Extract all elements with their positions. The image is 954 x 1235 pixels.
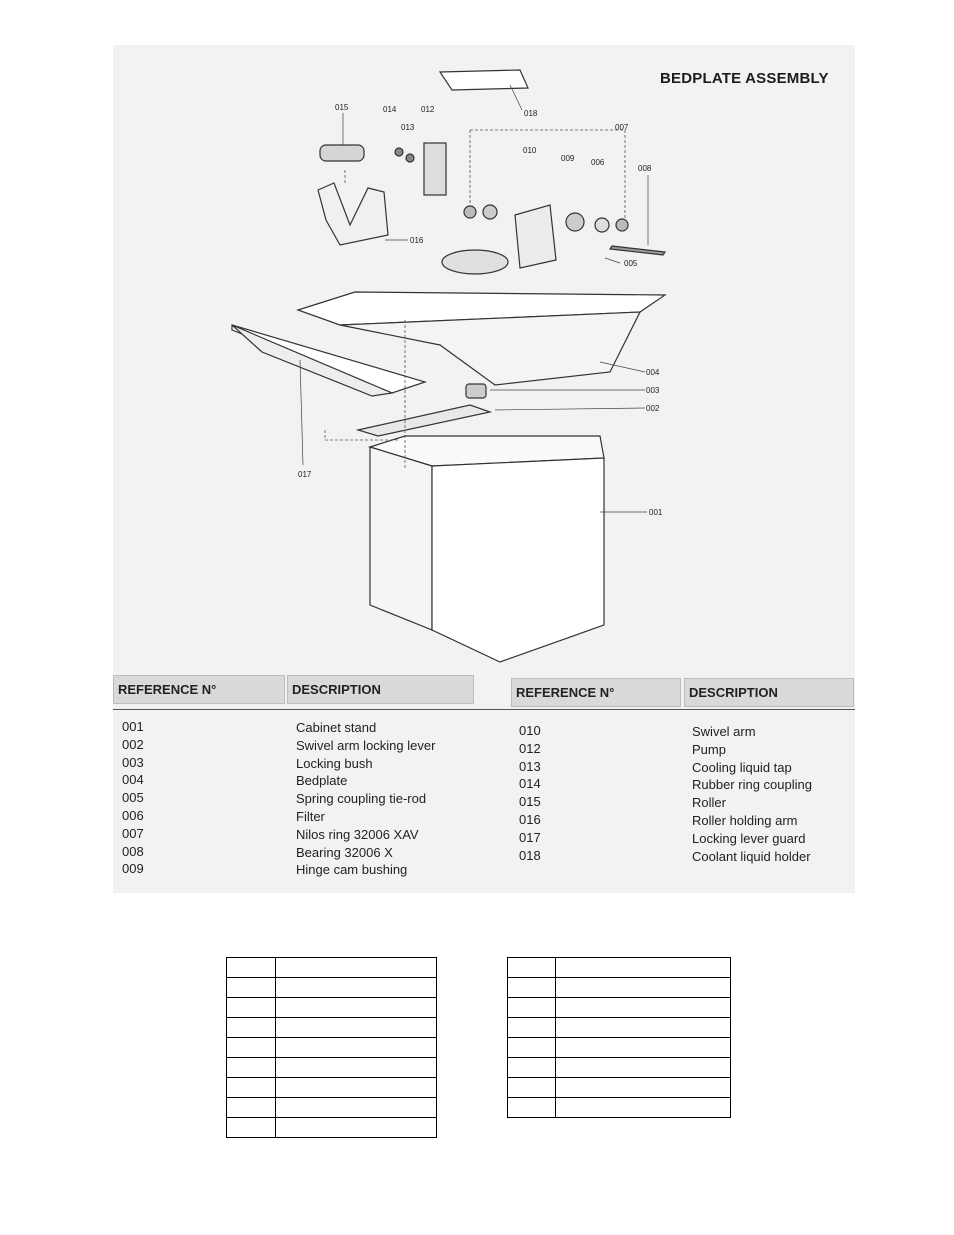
table-cell <box>227 998 276 1018</box>
table-cell <box>556 998 731 1018</box>
callout-002: 002 <box>646 404 660 413</box>
part-ref: 009 <box>122 861 144 877</box>
swivel-base-drawing <box>442 250 508 274</box>
table-cell <box>508 998 556 1018</box>
locking-lever-guard-face-drawing <box>232 325 392 396</box>
parts-right-descriptions <box>692 723 812 865</box>
parts-left-refs <box>122 718 144 878</box>
table-cell <box>508 1018 556 1038</box>
callout-004: 004 <box>646 368 660 377</box>
part-ref: 018 <box>519 847 541 863</box>
callout-007: 007 <box>615 123 629 132</box>
table-cell <box>276 978 437 998</box>
bearing-drawing <box>566 213 584 231</box>
part-description: Locking bush <box>296 755 373 771</box>
callout-014: 014 <box>383 105 397 114</box>
page-title: BEDPLATE ASSEMBLY <box>660 70 829 87</box>
table-cell <box>556 1038 731 1058</box>
table-cell <box>556 1058 731 1078</box>
table-cell <box>276 1098 437 1118</box>
part-description: Locking lever guard <box>692 830 806 846</box>
callout-010: 010 <box>523 146 537 155</box>
table-cell <box>556 1018 731 1038</box>
coupling-drawing <box>406 154 414 162</box>
table-cell <box>276 1118 437 1138</box>
ring-drawing <box>483 205 497 219</box>
table-row <box>227 1018 437 1038</box>
part-description: Coolant liquid holder <box>692 848 811 864</box>
header-divider <box>113 709 855 710</box>
table-cell <box>227 1098 276 1118</box>
table-row <box>227 1098 437 1118</box>
part-ref: 007 <box>122 825 144 841</box>
table-row <box>508 1078 731 1098</box>
part-description: Roller holding arm <box>692 812 798 828</box>
table-cell <box>276 958 437 978</box>
callout-001: 001 <box>649 508 663 517</box>
table-cell <box>276 1038 437 1058</box>
bearing-drawing <box>595 218 609 232</box>
table-cell <box>227 958 276 978</box>
table-cell <box>556 1078 731 1098</box>
table-cell <box>508 1058 556 1078</box>
part-ref: 016 <box>519 811 541 827</box>
part-description: Swivel arm <box>692 724 756 739</box>
table-cell <box>227 978 276 998</box>
part-ref: 012 <box>519 740 541 756</box>
table-cell <box>227 1038 276 1058</box>
callout-008: 008 <box>638 164 652 173</box>
part-description: Pump <box>692 741 726 757</box>
callout-005: 005 <box>624 259 638 268</box>
part-description: Rubber ring coupling <box>692 777 812 793</box>
table-cell <box>227 1118 276 1138</box>
part-ref: 003 <box>122 754 144 770</box>
table-cell <box>227 1058 276 1078</box>
blank-table-right <box>507 957 731 1118</box>
callout-006: 006 <box>591 158 605 167</box>
part-ref: 010 <box>519 723 541 738</box>
locking-lever-drawing <box>358 405 490 436</box>
part-ref: 013 <box>519 758 541 774</box>
part-ref: 014 <box>519 776 541 792</box>
filter-drawing <box>610 246 665 255</box>
reference-header-right: REFERENCE N° <box>511 678 681 707</box>
table-row <box>227 1078 437 1098</box>
table-row <box>227 958 437 978</box>
callout-016: 016 <box>410 236 424 245</box>
pump-drawing <box>424 143 446 195</box>
table-row <box>508 1058 731 1078</box>
table-cell <box>227 1018 276 1038</box>
part-description: Bedplate <box>296 773 348 789</box>
callout-015: 015 <box>335 103 349 112</box>
table-cell <box>508 958 556 978</box>
part-description: Hinge cam bushing <box>296 862 408 878</box>
table-row <box>227 978 437 998</box>
part-ref: 015 <box>519 794 541 810</box>
description-header-left: DESCRIPTION <box>287 675 474 704</box>
table-cell <box>276 998 437 1018</box>
parts-left-descriptions <box>296 719 435 879</box>
table-row <box>227 998 437 1018</box>
part-description: Filter <box>296 808 325 824</box>
part-description: Cabinet stand <box>296 720 377 735</box>
tap-drawing <box>395 148 403 156</box>
cabinet-front-face-drawing <box>432 458 604 662</box>
table-cell <box>556 958 731 978</box>
callout-012: 012 <box>421 105 435 114</box>
part-ref: 005 <box>122 790 144 806</box>
part-description: Bearing 32006 X <box>296 844 393 860</box>
table-row <box>508 978 731 998</box>
part-ref: 001 <box>122 719 144 734</box>
table-cell <box>276 1078 437 1098</box>
table-row <box>508 958 731 978</box>
table-row <box>227 1118 437 1138</box>
table-row <box>227 1038 437 1058</box>
roller-holding-arm-drawing <box>318 183 388 245</box>
part-description: Swivel arm locking lever <box>296 737 436 753</box>
reference-header-left: REFERENCE N° <box>113 675 285 704</box>
table-cell <box>276 1018 437 1038</box>
table-cell <box>227 1078 276 1098</box>
table-cell <box>508 1038 556 1058</box>
cabinet-left-face-drawing <box>370 447 432 630</box>
part-description: Roller <box>692 795 726 811</box>
callout-017: 017 <box>298 470 312 479</box>
table-row <box>508 1018 731 1038</box>
part-ref: 008 <box>122 843 144 859</box>
ring-drawing <box>464 206 476 218</box>
table-row <box>508 1098 731 1118</box>
table-row <box>508 998 731 1018</box>
callout-013: 013 <box>401 123 415 132</box>
roller-drawing <box>320 145 364 161</box>
table-cell <box>556 978 731 998</box>
table-cell <box>556 1098 731 1118</box>
callout-009: 009 <box>561 154 575 163</box>
callout-018: 018 <box>524 109 538 118</box>
part-ref: 004 <box>122 772 144 788</box>
table-cell <box>508 978 556 998</box>
part-description: Nilos ring 32006 XAV <box>296 826 419 842</box>
swivel-arm-drawing <box>515 205 556 268</box>
table-cell <box>276 1058 437 1078</box>
part-description: Spring coupling tie-rod <box>296 791 427 807</box>
parts-right-refs <box>519 722 541 864</box>
table-cell <box>508 1098 556 1118</box>
nilos-ring-drawing <box>616 219 628 231</box>
part-ref: 017 <box>519 829 541 845</box>
table-cell <box>508 1078 556 1098</box>
table-row <box>227 1058 437 1078</box>
coolant-holder-drawing <box>440 70 528 90</box>
table-row <box>508 1038 731 1058</box>
part-description: Cooling liquid tap <box>692 759 792 775</box>
blank-table-left <box>226 957 437 1138</box>
callout-003: 003 <box>646 386 660 395</box>
part-ref: 002 <box>122 736 144 752</box>
locking-bush-drawing <box>466 384 486 398</box>
part-ref: 006 <box>122 807 144 823</box>
description-header-right: DESCRIPTION <box>684 678 854 707</box>
